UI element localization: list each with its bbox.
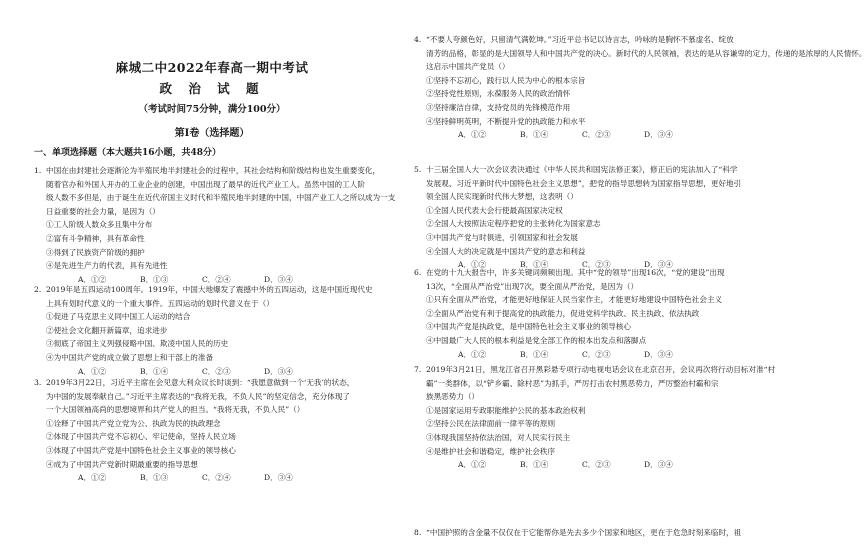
question-option: ③体现了中国共产党是中国特色社会主义事业的领导核心 xyxy=(46,445,236,455)
question-option: ④是维护社会和谐稳定，维护社会秩序 xyxy=(426,446,556,456)
question-option: ①促进了马克思主义同中国工人运动的结合 xyxy=(46,312,191,322)
answer-choice[interactable]: A．①② xyxy=(78,366,107,376)
question-option: ①坚持不忘初心，践行以人民为中心的根本宗旨 xyxy=(426,75,586,85)
answer-choices xyxy=(414,348,774,362)
question-2 xyxy=(34,283,390,378)
answer-choice[interactable]: A．①② xyxy=(78,473,107,483)
question-stem-line xyxy=(34,164,390,178)
question-stem-line xyxy=(414,363,774,377)
stem-text: “不要人夸颜色好，只留清气满乾坤。”习近平总书记以诗言志，吟咏的是胸怀不慕虚名、绽放 xyxy=(426,35,734,44)
answer-choice[interactable]: C．②③ xyxy=(582,349,611,359)
stem-text: 2019年是五四运动100周年。1919年，中国大地爆发了震撼中外的五四运动，这是中国近现代史 xyxy=(46,285,373,294)
question-stem-line xyxy=(34,205,390,219)
question-stem-line xyxy=(414,177,774,191)
stem-text: 领全国人民实现新时代伟大梦想，这表明（） xyxy=(426,192,578,202)
stem-text: 13次，“全面从严治党”出现7次，要全面从严治党，是因为（） xyxy=(426,281,639,291)
question-option: ②坚持党性原则，永葆服务人民的政治情怀 xyxy=(426,89,571,99)
answer-choice[interactable]: C．②④ xyxy=(202,274,231,284)
question-option: ②体现了中国共产党不忘初心、牢记使命，坚持人民立场 xyxy=(46,432,236,442)
question-number: 4. xyxy=(414,35,422,44)
stem-text: 中国在由封建社会逐渐沦为半殖民地半封建社会的过程中，其社会结构和阶级结构也发生重要变化， xyxy=(46,166,381,175)
subject-title: 政 治 试 题 xyxy=(159,81,265,96)
answer-choice[interactable]: D．③④ xyxy=(644,260,673,270)
answer-choice[interactable]: C．②③ xyxy=(582,460,611,470)
question-6 xyxy=(414,266,774,361)
answer-choice[interactable]: B．①④ xyxy=(520,260,549,270)
question-stem-line xyxy=(414,190,774,204)
stem-text: 发展观、习近平新时代中国特色社会主义思想”，把党的指导思想转为国家指导思想，更好地引 xyxy=(426,178,742,188)
question-option: ③彻底了帝国主义列强侵略中国、欺凌中国人民的历史 xyxy=(46,339,229,349)
question-4 xyxy=(414,33,866,142)
question-option: ③中国共产党与时俱进，引领国家和社会发展 xyxy=(426,232,578,242)
question-3 xyxy=(34,376,390,485)
answer-choice[interactable]: A．①② xyxy=(458,130,487,140)
stem-text: 2019年3月22日，习近平主席在会见意大利众议长时谈到：“我愿意做到一个‘无我’的状态， xyxy=(46,378,355,387)
question-stem-line xyxy=(414,526,774,540)
answer-choice[interactable]: C．②④ xyxy=(202,473,231,483)
question-stem-line xyxy=(34,376,390,390)
question-stem-line xyxy=(34,283,390,297)
stem-text: 这启示中国共产党员（） xyxy=(426,62,510,72)
answer-choice[interactable]: B．①④ xyxy=(520,130,549,140)
question-option: ④全国人大的决定就是中国共产党的意志和利益 xyxy=(426,246,586,256)
question-option: ③体现我国坚持依法治国，对人民实行民主 xyxy=(426,432,571,442)
stem-text: 2019年3月21日，黑龙江省召开黑彩悬专项行动电视电话会议在北京召开，会议再次将行动目标对准“村 xyxy=(426,365,776,374)
answer-choice[interactable]: B．①③ xyxy=(140,473,169,483)
question-number: 7. xyxy=(414,365,422,374)
answer-choice[interactable]: A．①② xyxy=(78,274,107,284)
answer-choice[interactable]: D．③④ xyxy=(264,274,293,284)
stem-text: 十三届全国人大一次会议表决通过《中华人民共和国宪法修正案》，修正后的宪法加入了“科学 xyxy=(426,165,738,174)
answer-choice[interactable]: D．③④ xyxy=(644,460,673,470)
question-option: ④成为了中国共产党新时期最重要的指导思想 xyxy=(46,459,198,469)
question-option: ④是先进生产力的代表，具有先进性 xyxy=(46,261,168,271)
question-option: ④中国最广大人民的根本利益是党全部工作的根本出发点和落脚点 xyxy=(426,335,647,345)
question-option: ①工人阶级人数众多且集中分布 xyxy=(46,220,153,230)
stem-text: 在党的十九大报告中，许多关键词频频出现。其中“党的领导”出现16次，“党的建设”出现 xyxy=(426,268,725,277)
question-option: ④坚持鲜明英明，不断提升党的执政能力和水平 xyxy=(426,116,586,126)
question-option: ①诠释了中国共产党立党为公、执政为民的执政理念 xyxy=(46,418,221,428)
question-stem-line xyxy=(414,266,774,280)
question-stem-line xyxy=(414,377,774,391)
question-option: ③中国共产党是执政党，是中国特色社会主义事业的领导核心 xyxy=(426,322,632,332)
question-stem-line xyxy=(414,163,774,177)
stem-text: 霸”一类群体，以“铲乡霸、除村恶”为抓手，严厉打击农村黑恶势力，严厉整治村霸和宗 xyxy=(426,378,719,388)
answer-choice[interactable]: C．②③ xyxy=(582,260,611,270)
answer-choice[interactable]: A．①② xyxy=(458,349,487,359)
stem-text: 随着官办和外国人开办的工业企业的创建，中国出现了最早的近代产业工人。虽然中国的工人阶 xyxy=(46,179,365,189)
question-number: 5. xyxy=(414,165,422,174)
question-8 xyxy=(414,526,774,540)
stem-text: 清芳的品格，彰显的是大国领导人和中国共产党的决心。新时代的人民领袖，表达的是从容谦卑的定力，传递的是浓厚的人民情怀。 xyxy=(426,48,866,58)
answer-choice[interactable]: B．①③ xyxy=(140,274,169,284)
question-stem-line xyxy=(34,297,390,311)
question-stem-line xyxy=(414,60,774,74)
question-number: 6. xyxy=(414,268,422,277)
answer-choice[interactable]: B．①④ xyxy=(520,460,549,470)
question-option: ④为中国共产党的成立做了思想上和干部上的准备 xyxy=(46,352,214,362)
question-stem-line xyxy=(34,403,390,417)
question-option: ②富有斗争精神，具有革命性 xyxy=(46,233,145,243)
answer-choice[interactable]: D．③④ xyxy=(644,130,673,140)
answer-choice[interactable]: A．①② xyxy=(458,460,487,470)
question-stem-line xyxy=(414,280,774,294)
answer-choice[interactable]: D．③④ xyxy=(644,349,673,359)
stem-text: 上具有划时代意义的一个重大事件。五四运动的划时代意义在于（） xyxy=(46,298,274,308)
question-1 xyxy=(34,164,396,286)
question-option: ②坚持公民在法律面前一律平等的原则 xyxy=(426,419,556,429)
question-option: ③坚持廉洁自律，支持党员的先锋模范作用 xyxy=(426,102,571,112)
part-title: 第Ⅰ卷（选择题） xyxy=(174,128,250,139)
question-stem-line xyxy=(34,178,390,192)
question-7 xyxy=(414,363,774,472)
question-number: 1. xyxy=(34,166,42,175)
stem-text: 族黑恶势力（） xyxy=(426,392,480,402)
question-stem-line xyxy=(34,191,396,205)
section-title: 一、单项选择题（本大题共16小题，共48分） xyxy=(34,148,222,158)
answer-choices xyxy=(414,128,774,142)
question-number: 2. xyxy=(34,285,42,294)
question-stem-line xyxy=(414,47,866,61)
question-stem-line xyxy=(414,390,774,404)
question-number: 3. xyxy=(34,378,42,387)
question-option: ③得到了民族资产阶级的拥护 xyxy=(46,247,145,257)
question-option: ①只有全面从严治党，才能更好地保证人民当家作主，才能更好地建设中国特色社会主义 xyxy=(426,295,723,305)
stem-text: 为中国的发展奉献自己。”习近平主席表达的“我将无我，不负人民”的坚定信念，充分体现了 xyxy=(46,391,350,401)
stem-text: 级人数不多但是，由于诞生在近代帝国主义时代和半殖民地半封建的中国，中国产业工人之所以成为一支 xyxy=(46,193,396,203)
exam-title: 麻城二中2022年春高一期中考试 xyxy=(115,60,309,75)
answer-choice[interactable]: C．②③ xyxy=(202,366,231,376)
question-option: ②使社会文化翻开新篇章，追求进步 xyxy=(46,325,168,335)
question-option: ②全面从严治党有利于提高党的执政能力，促进党科学执政、民主执政、依法执政 xyxy=(426,308,700,318)
question-number: 8. xyxy=(414,528,422,537)
stem-text: 一个大国领袖高尚的思想境界和共产党人的担当。“我将无我，不负人民”（） xyxy=(46,405,305,415)
question-stem-line xyxy=(414,33,774,47)
answer-choice[interactable]: D．③④ xyxy=(264,473,293,483)
answer-choices xyxy=(414,458,774,472)
stem-text: 日益重要的社会力量，是因为（） xyxy=(46,206,160,216)
question-option: ①全国人民代表大会行使最高国家决定权 xyxy=(426,205,563,215)
exam-info: （考试时间75分钟，满分100分） xyxy=(138,104,286,115)
answer-choice[interactable]: B．①④ xyxy=(140,366,169,376)
question-5 xyxy=(414,163,774,272)
stem-text: “中国护照的含金量不仅仅在于它能帮你是先去多少个国家和地区，更在于危急时刻来临时，祖 xyxy=(426,528,742,537)
question-option: ①是国家运用专政职能维护公民的基本政治权利 xyxy=(426,405,586,415)
answer-choice[interactable]: B．①④ xyxy=(520,349,549,359)
question-stem-line xyxy=(34,390,390,404)
answer-choices xyxy=(34,471,390,485)
question-option: ②全国人大按照法定程序把党的主张转化为国家意志 xyxy=(426,219,601,229)
answer-choice[interactable]: A．①② xyxy=(458,260,487,270)
answer-choice[interactable]: D．③④ xyxy=(264,366,293,376)
answer-choice[interactable]: C．②③ xyxy=(582,130,611,140)
